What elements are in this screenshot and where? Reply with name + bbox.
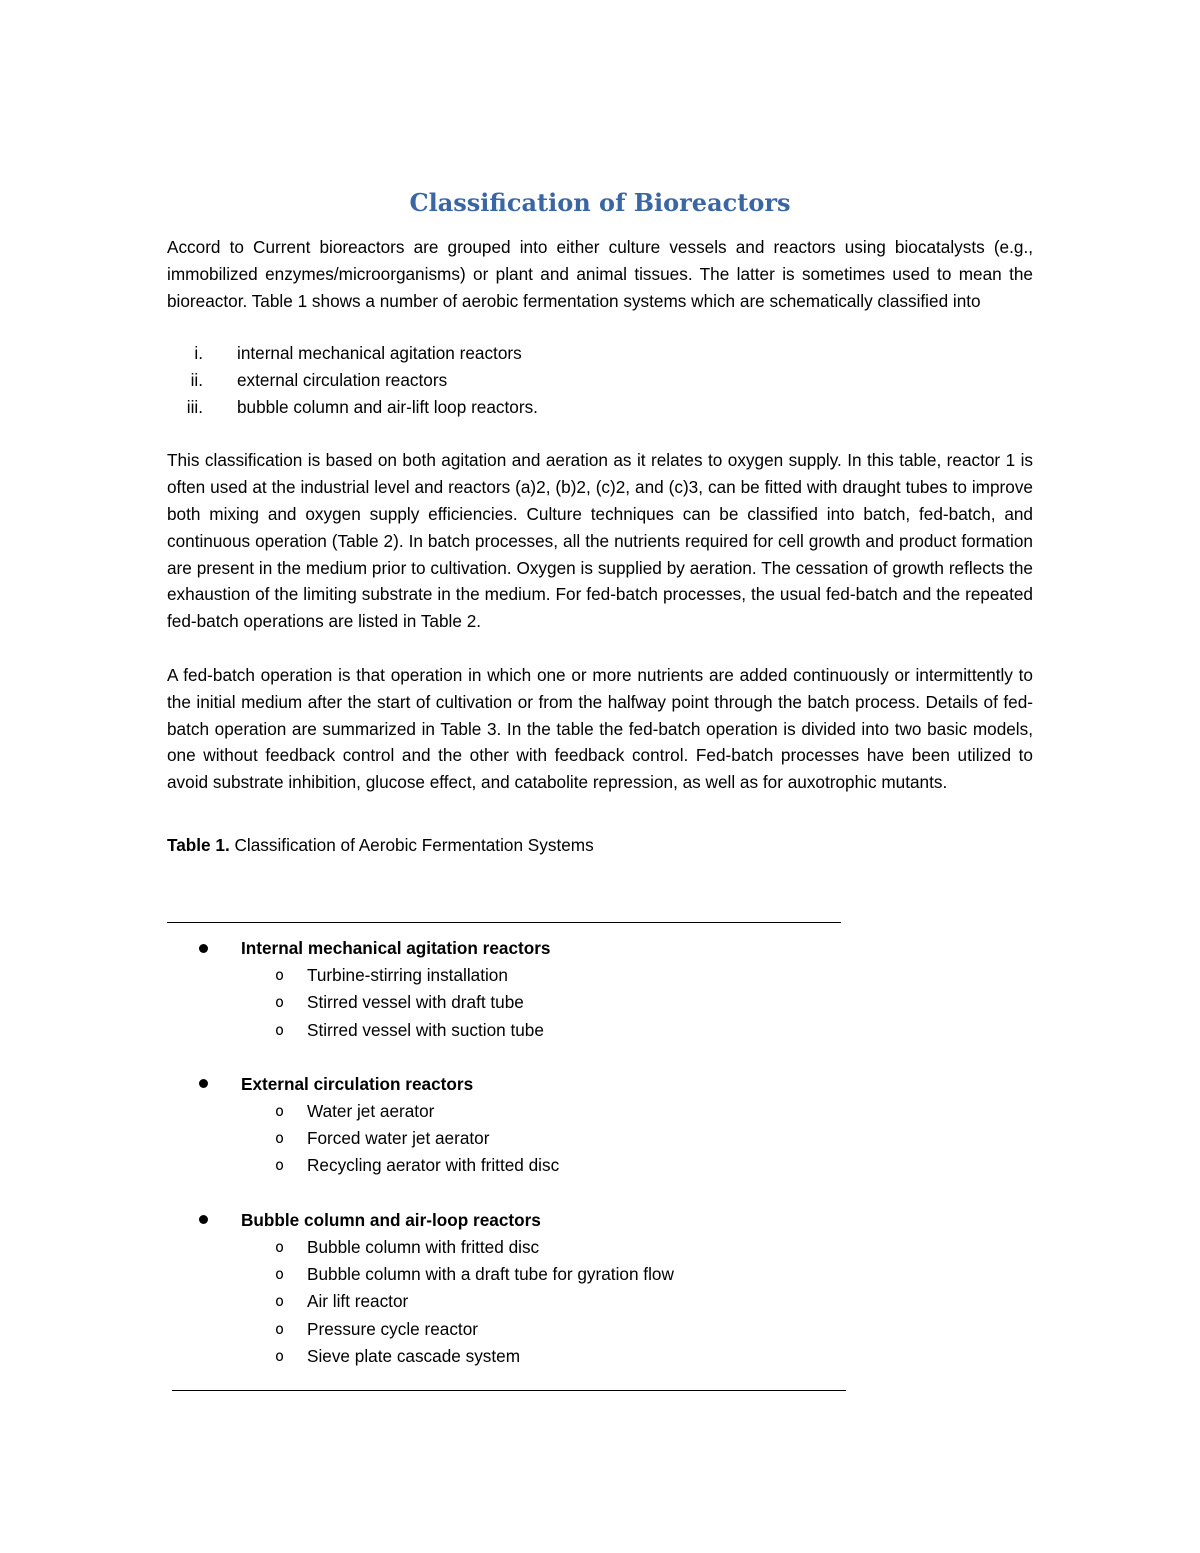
group-heading-text: Internal mechanical agitation reactors bbox=[241, 938, 551, 958]
sub-list-item bbox=[195, 962, 895, 989]
classification-paragraph: This classification is based on both agitation and aeration as it relates to oxygen supply. In this table, reactor 1 is often used at the industrial level and reactors (a)2, (b)2, (c)2, and (c)3, can be fitted with draught tubes to improve both mixing and oxygen supply efficiencies. Culture techniques can be classified into batch, fed-batch, and continuous operation (Table 2). In batch processes, all the nutrients required for cell growth and product formation are present in the medium prior to cultivation. Oxygen is supplied by aeration. The cessation of growth reflects the exhaustion of the limiting substrate in the medium. For fed-batch processes, the usual fed-batch and the repeated fed-batch operations are listed in Table 2. bbox=[167, 450, 1033, 632]
sub-item-text: Stirred vessel with suction tube bbox=[307, 1019, 544, 1040]
circle-bullet-icon: o bbox=[275, 1292, 285, 1311]
sub-item-text: Water jet aerator bbox=[307, 1100, 435, 1121]
bullet-icon bbox=[199, 1215, 208, 1224]
roman-numeral-list bbox=[167, 340, 1033, 421]
sub-item-text: Pressure cycle reactor bbox=[307, 1318, 478, 1339]
circle-bullet-icon: o bbox=[275, 993, 285, 1012]
list-number: ii. bbox=[190, 370, 203, 391]
table-bottom-rule bbox=[172, 1390, 846, 1391]
table-caption-label: Table 1. bbox=[167, 834, 230, 855]
sub-list-item bbox=[195, 1017, 895, 1044]
list-item bbox=[167, 340, 1033, 367]
sub-list-item bbox=[195, 1234, 895, 1261]
list-item bbox=[167, 394, 1033, 421]
table-caption bbox=[167, 832, 1033, 858]
table-top-rule bbox=[167, 922, 841, 923]
fed-batch-paragraph: A fed-batch operation is that operation in which one or more nutrients are added continuously or intermittently to the initial medium after the start of cultivation or from the halfway point through the batch process. Details of fed-batch operation are summarized in Table 3. In the table the fed-batch operation is divided into two basic models, one without feedback control and the other with feedback control. Fed-batch processes have been utilized to avoid substrate inhibition, glucose effect, and catabolite repression, as well as for auxotrophic mutants. bbox=[167, 664, 1033, 793]
sub-list-item bbox=[195, 1261, 895, 1288]
sub-item-text: Air lift reactor bbox=[307, 1291, 409, 1312]
list-text: bubble column and air-lift loop reactors. bbox=[237, 397, 538, 418]
sub-list-item bbox=[195, 1316, 895, 1343]
circle-bullet-icon: o bbox=[275, 1265, 285, 1284]
sub-item-text: Sieve plate cascade system bbox=[307, 1345, 521, 1366]
group-heading-text: External circulation reactors bbox=[241, 1073, 474, 1094]
list-item bbox=[167, 367, 1033, 394]
circle-bullet-icon: o bbox=[275, 1129, 285, 1148]
group-heading bbox=[195, 1070, 895, 1098]
circle-bullet-icon: o bbox=[275, 1101, 285, 1120]
group-heading bbox=[195, 1206, 895, 1234]
list-text: internal mechanical agitation reactors bbox=[237, 343, 522, 364]
sub-item-text: Recycling aerator with fritted disc bbox=[307, 1155, 560, 1176]
sub-item-text: Turbine-stirring installation bbox=[307, 965, 508, 985]
table-caption-text: Classification of Aerobic Fermentation Systems bbox=[229, 834, 594, 855]
sub-list-item bbox=[195, 1343, 895, 1370]
bullet-icon bbox=[199, 944, 208, 953]
sub-list-item bbox=[195, 1288, 895, 1315]
circle-bullet-icon: o bbox=[275, 1156, 285, 1175]
circle-bullet-icon: o bbox=[275, 1020, 285, 1039]
circle-bullet-icon: o bbox=[275, 966, 285, 984]
group-heading bbox=[195, 934, 895, 962]
document-body bbox=[167, 186, 1033, 858]
circle-bullet-icon: o bbox=[275, 1319, 285, 1338]
intro-paragraph: Accord to Current bioreactors are grouped into either culture vessels and reactors using biocatalysts (e.g., immobilized enzymes/microorganisms) or plant and animal tissues. The latter is sometimes used to mean the bioreactor. Table 1 shows a number of aerobic fermentation systems which are schematically classified into bbox=[167, 237, 1033, 311]
table-content bbox=[195, 934, 895, 1396]
reactor-group bbox=[195, 1206, 895, 1370]
sub-list-item bbox=[195, 989, 895, 1016]
sub-item-text: Bubble column with fritted disc bbox=[307, 1236, 540, 1257]
list-number: iii. bbox=[186, 397, 203, 418]
group-heading-text: Bubble column and air-loop reactors bbox=[241, 1209, 541, 1230]
page-title: Classification of Bioreactors bbox=[409, 188, 791, 217]
sub-list-item bbox=[195, 1125, 895, 1152]
sub-item-text: Bubble column with a draft tube for gyration flow bbox=[307, 1264, 674, 1285]
sub-list-item bbox=[195, 1152, 895, 1179]
reactor-group bbox=[195, 1070, 895, 1180]
sub-list-item bbox=[195, 1098, 895, 1125]
sub-item-text: Forced water jet aerator bbox=[307, 1128, 490, 1149]
list-text: external circulation reactors bbox=[237, 370, 448, 391]
sub-item-text: Stirred vessel with draft tube bbox=[307, 992, 524, 1013]
circle-bullet-icon: o bbox=[275, 1237, 285, 1256]
circle-bullet-icon: o bbox=[275, 1346, 285, 1365]
list-number: i. bbox=[194, 343, 203, 364]
reactor-group bbox=[195, 934, 895, 1044]
bullet-icon bbox=[199, 1079, 208, 1088]
